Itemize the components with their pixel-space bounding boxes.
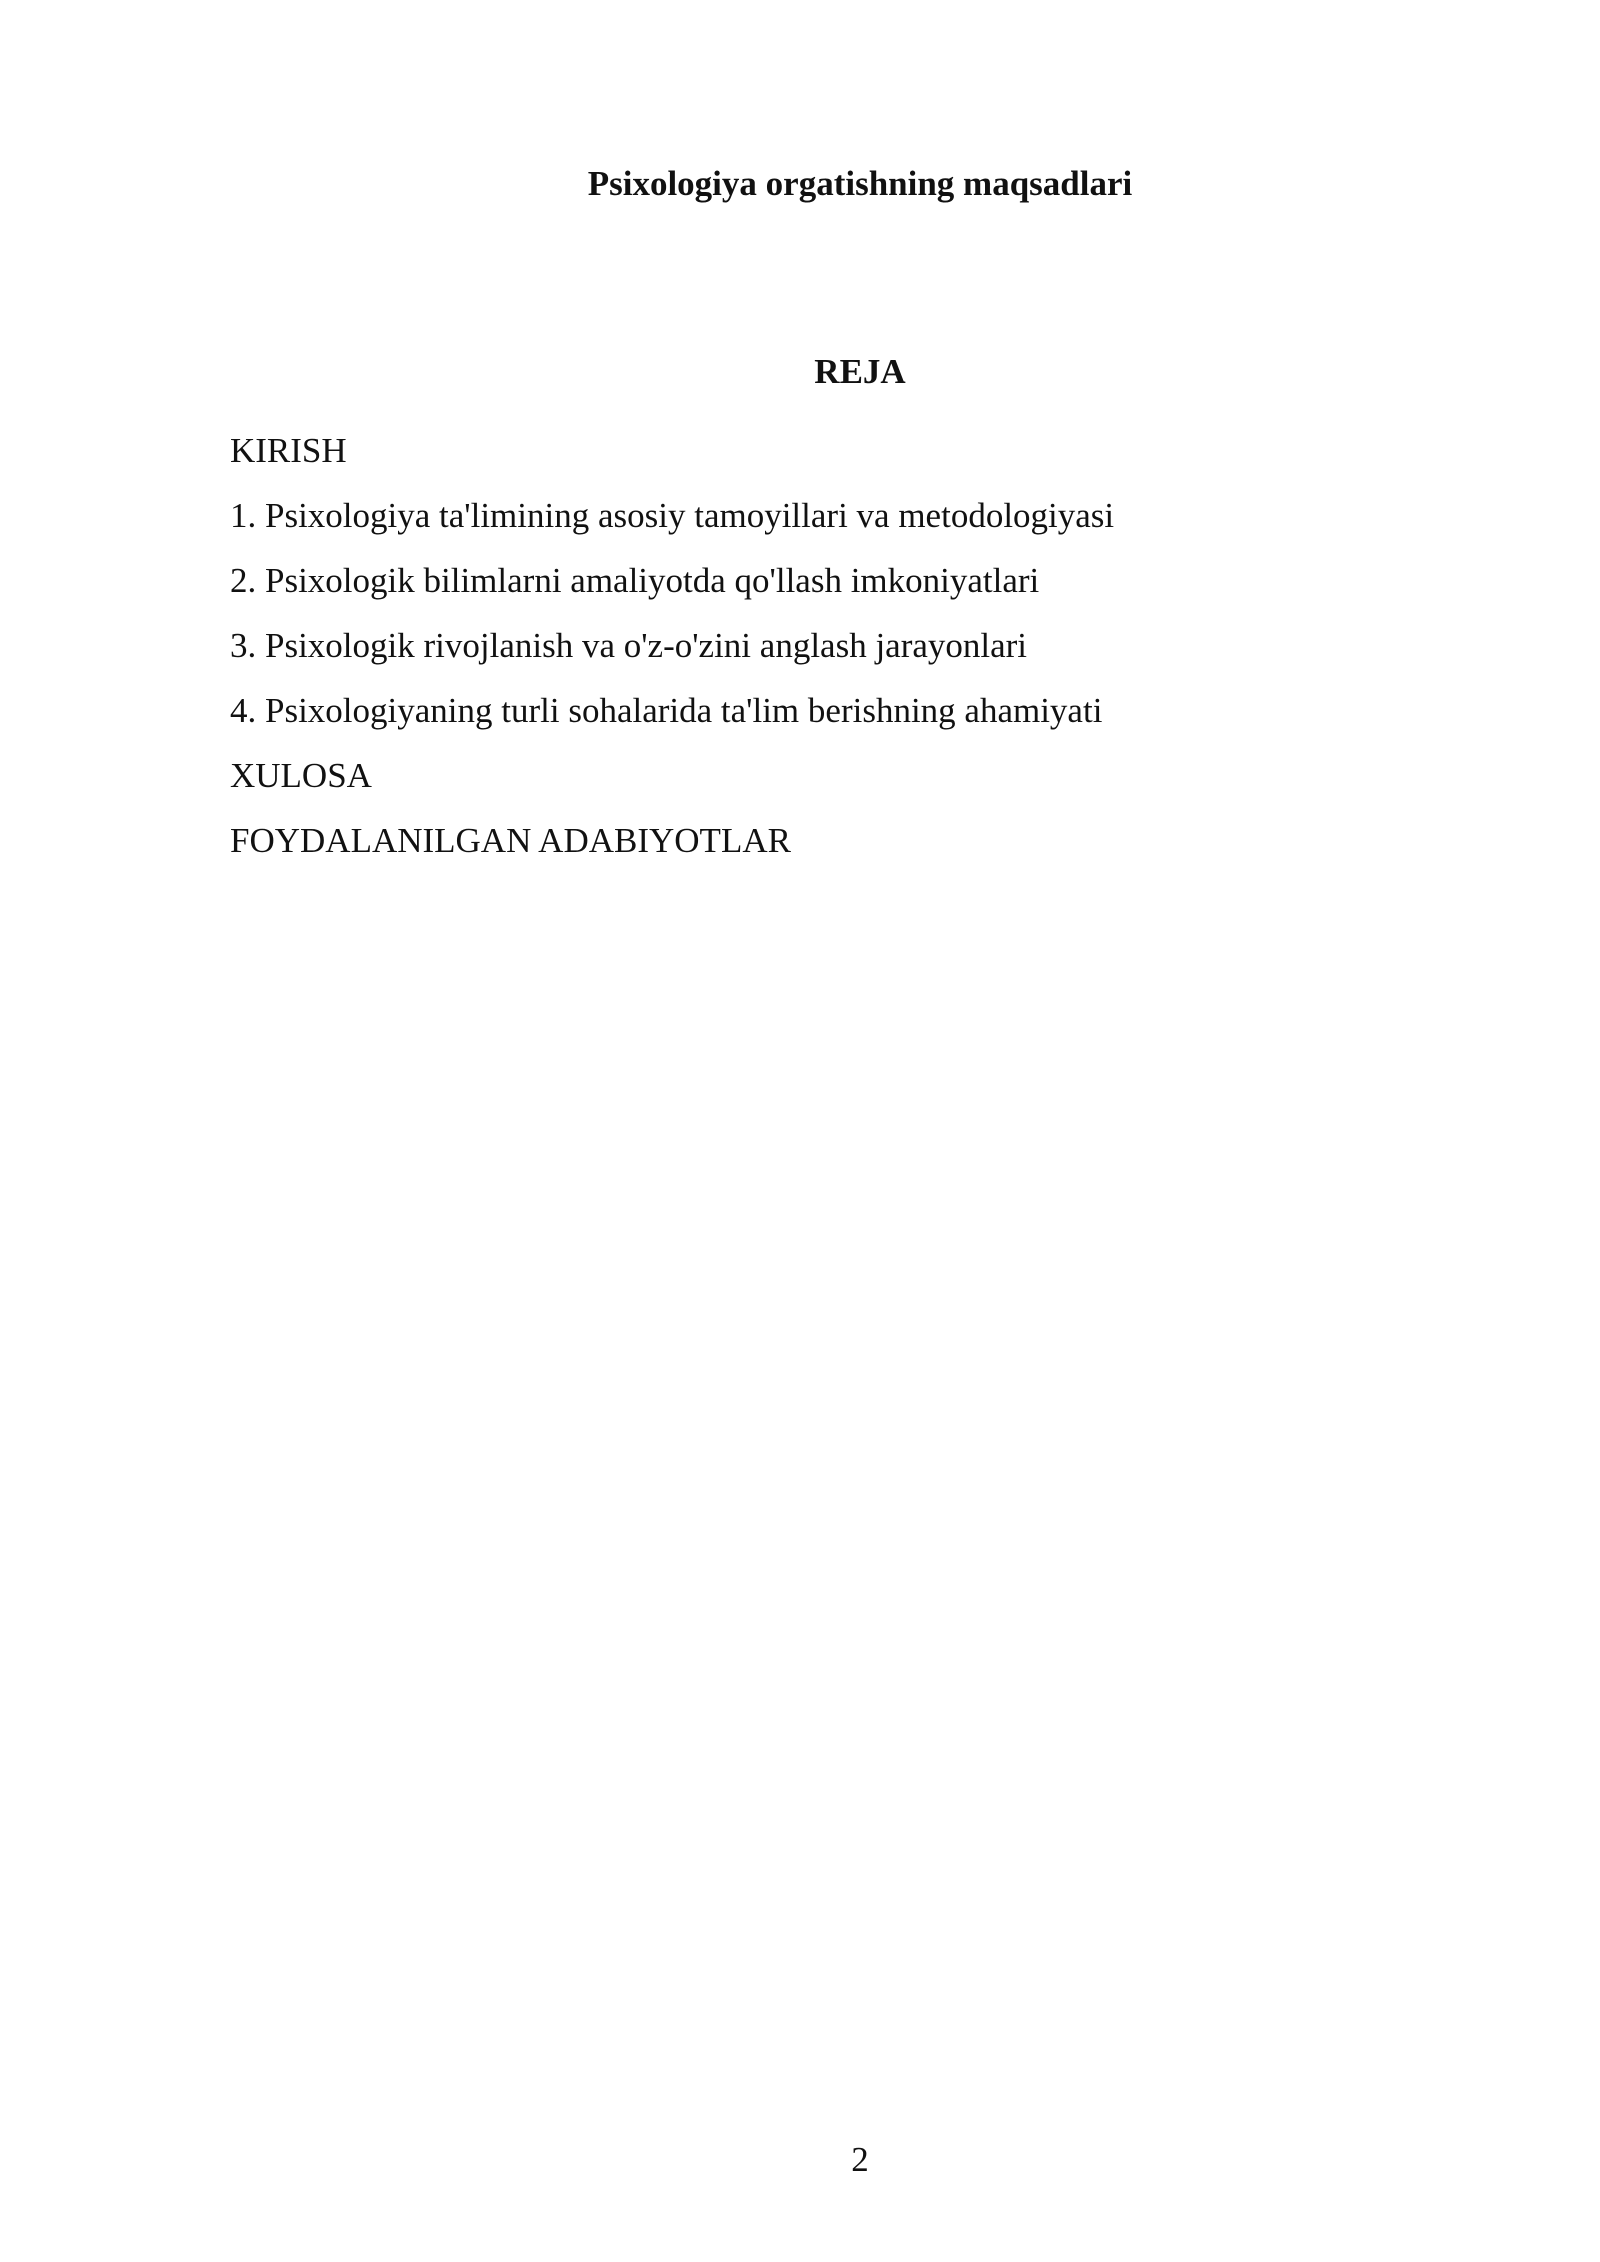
plan-heading: REJA [814,352,906,391]
plan-item-4: 4. Psixologiyaning turli sohalarida ta'lim berishning ahamiyati [230,691,1103,730]
page-number: 2 [851,2140,869,2179]
plan-item-1: 1. Psixologiya ta'limining asosiy tamoyillari va metodologiyasi [230,496,1115,535]
plan-item-3: 3. Psixologik rivojlanish va o'z-o'zini anglash jarayonlari [230,626,1028,665]
plan-item-references: FOYDALANILGAN ADABIYOTLAR [230,821,791,860]
plan-item-2: 2. Psixologik bilimlarni amaliyotda qo'llash imkoniyatlari [230,561,1040,600]
plan-list [230,418,1430,873]
plan-item-introduction: KIRISH [230,431,347,470]
plan-item-conclusion: XULOSA [230,756,372,795]
document-title: Psixologiya orgatishning maqsadlari [587,164,1133,203]
